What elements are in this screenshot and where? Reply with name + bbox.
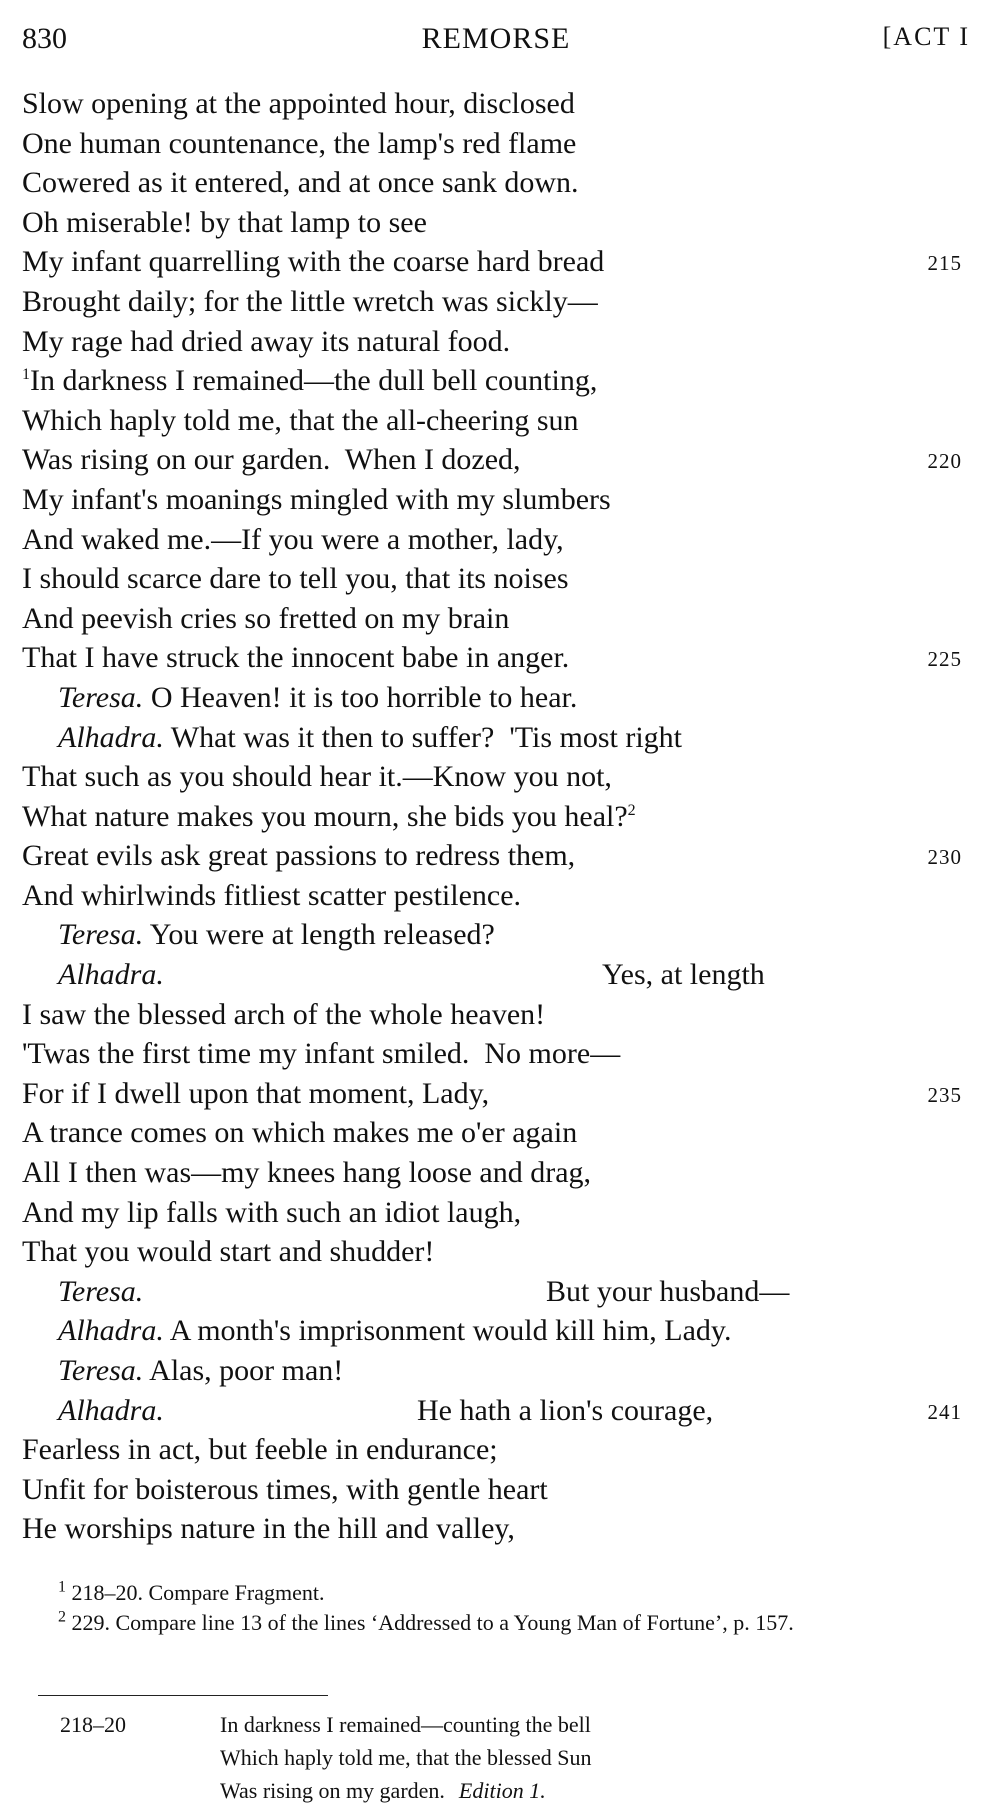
line-words: Slow opening at the appointed hour, disclosed bbox=[22, 87, 575, 120]
verse-line-text bbox=[22, 1272, 143, 1312]
verse-line bbox=[22, 1153, 972, 1193]
line-words: Which haply told me, that the all-cheering sun bbox=[22, 403, 579, 437]
running-header bbox=[22, 22, 970, 62]
verse-line-text bbox=[22, 638, 569, 678]
verse-line bbox=[22, 1311, 972, 1351]
line-number: 235 bbox=[927, 1082, 962, 1107]
verse-line bbox=[22, 1430, 972, 1470]
speaker-name: Alhadra. bbox=[58, 958, 164, 992]
line-words: A month's imprisonment would kill him, Lady. bbox=[163, 1314, 732, 1348]
line-words: I should scarce dare to tell you, that its noises bbox=[22, 562, 569, 596]
line-words: For if I dwell upon that moment, Lady, bbox=[22, 1076, 490, 1110]
footnote-divider bbox=[38, 1695, 328, 1696]
speaker-name: Alhadra. bbox=[58, 1314, 164, 1348]
verse-line bbox=[22, 757, 972, 797]
footnote-marker: 2 bbox=[627, 801, 636, 819]
verse-line bbox=[22, 1391, 972, 1431]
footnote bbox=[22, 1578, 980, 1608]
verse-line-text bbox=[22, 480, 611, 520]
verse-line bbox=[22, 1232, 972, 1272]
footnote-text: 218–20. Compare Fragment. bbox=[66, 1580, 325, 1605]
line-words: Was rising on our garden. When I dozed, bbox=[22, 443, 521, 477]
line-words: Unfit for boisterous times, with gentle heart bbox=[22, 1472, 548, 1506]
line-words: My infant's moanings mingled with my slumbers bbox=[22, 482, 611, 516]
verse-line bbox=[22, 163, 972, 203]
verse-line-text bbox=[22, 1351, 343, 1391]
running-title: REMORSE bbox=[421, 22, 571, 55]
verse-line bbox=[22, 995, 972, 1035]
line-words: And waked me.—If you were a mother, lady, bbox=[22, 522, 564, 556]
line-number: 225 bbox=[927, 647, 962, 672]
verse-line-text bbox=[22, 1193, 521, 1233]
footnote-marker: 1 bbox=[22, 366, 30, 384]
verse-line bbox=[22, 1193, 972, 1233]
verse-line bbox=[22, 361, 972, 401]
speaker-name: Teresa. bbox=[58, 1274, 144, 1308]
line-words: And my lip falls with such an idiot laugh, bbox=[22, 1195, 522, 1229]
split-line-continuation: He hath a lion's courage, bbox=[417, 1393, 714, 1427]
footnote-mark: 1 bbox=[58, 1578, 66, 1596]
verse-line-text bbox=[22, 1232, 434, 1272]
line-words: And whirlwinds fitliest scatter pestilence. bbox=[22, 878, 522, 912]
verse-line bbox=[22, 1272, 972, 1312]
speaker-name: Teresa. bbox=[58, 680, 144, 714]
line-words: And peevish cries so fretted on my brain bbox=[22, 601, 510, 635]
line-number: 215 bbox=[927, 251, 962, 276]
verse-line-text bbox=[22, 1113, 577, 1153]
verse-line-text bbox=[22, 718, 682, 758]
verse-line-text bbox=[22, 915, 495, 955]
line-words: That I have struck the innocent babe in anger. bbox=[22, 641, 570, 675]
verse-line bbox=[22, 836, 972, 876]
verse-line bbox=[22, 876, 972, 916]
verse-line bbox=[22, 1351, 972, 1391]
verse-line bbox=[22, 440, 972, 480]
speaker-name: Teresa. bbox=[58, 918, 144, 952]
line-number: 241 bbox=[927, 1399, 962, 1424]
line-words: My rage had dried away its natural food. bbox=[22, 324, 511, 358]
variant-lines bbox=[220, 1708, 592, 1807]
edition-note: Edition 1. bbox=[458, 1778, 546, 1803]
verse-line-text bbox=[22, 1430, 498, 1470]
verse-line-text bbox=[22, 1311, 731, 1351]
variant-line bbox=[220, 1708, 592, 1741]
verse-line bbox=[22, 520, 972, 560]
verse-line bbox=[22, 718, 972, 758]
verse-line-text bbox=[22, 520, 564, 560]
line-words: My infant quarrelling with the coarse hard bread bbox=[22, 245, 605, 279]
line-words: Brought daily; for the little wretch was sickly— bbox=[22, 284, 598, 318]
verse-line-text bbox=[22, 84, 575, 124]
verse-line bbox=[22, 1470, 972, 1510]
footnote-mark: 2 bbox=[58, 1608, 66, 1626]
line-words: I saw the blessed arch of the whole heaven! bbox=[22, 997, 546, 1031]
verse-line bbox=[22, 1113, 972, 1153]
verse-line bbox=[22, 242, 972, 282]
verse-line bbox=[22, 1074, 972, 1114]
verse-line bbox=[22, 955, 972, 995]
verse-line bbox=[22, 599, 972, 639]
line-words: 'Twas the first time my infant smiled. No more— bbox=[22, 1037, 621, 1071]
verse-line-text bbox=[22, 955, 164, 995]
line-words: O Heaven! it is too horrible to hear. bbox=[143, 680, 578, 714]
line-words: All I then was—my knees hang loose and drag, bbox=[22, 1156, 592, 1190]
verse-line-text bbox=[22, 322, 510, 362]
verse-line bbox=[22, 401, 972, 441]
line-words: Cowered as it entered, and at once sank down. bbox=[22, 166, 579, 200]
verse-line bbox=[22, 638, 972, 678]
line-words: Great evils ask great passions to redress them, bbox=[22, 839, 576, 873]
verse-line-text bbox=[22, 599, 509, 639]
line-words: A trance comes on which makes me o'er again bbox=[22, 1116, 578, 1150]
verse-line bbox=[22, 1509, 972, 1549]
page-number: 830 bbox=[22, 22, 67, 55]
line-words: You were at length released? bbox=[143, 918, 495, 952]
line-words: That such as you should hear it.—Know you not, bbox=[22, 760, 612, 794]
verse-line-text bbox=[22, 1509, 515, 1549]
verse-line-text bbox=[22, 242, 604, 282]
variant-line-text: Which haply told me, that the blessed Sun bbox=[220, 1745, 592, 1770]
verse-line bbox=[22, 322, 972, 362]
verse-line-text bbox=[22, 124, 576, 164]
verse-line-text bbox=[22, 1470, 548, 1510]
verse-line bbox=[22, 915, 972, 955]
speaker-name: Teresa. bbox=[58, 1354, 144, 1387]
variant-line-ref: 218–20 bbox=[60, 1712, 126, 1737]
verse-line-text bbox=[22, 876, 521, 916]
verse-line-text bbox=[22, 163, 578, 203]
line-words: What nature makes you mourn, she bids you heal? bbox=[22, 799, 628, 833]
verse-line-text bbox=[22, 678, 577, 718]
verse-line-text bbox=[22, 1034, 620, 1074]
verse-line bbox=[22, 1034, 972, 1074]
verse-line-text bbox=[22, 836, 575, 876]
line-words: That you would start and shudder! bbox=[22, 1235, 435, 1269]
verse-line-text bbox=[22, 401, 579, 441]
line-words: What was it then to suffer? 'Tis most right bbox=[163, 720, 683, 754]
verse-line-text bbox=[22, 1391, 164, 1431]
verse-line-text bbox=[22, 361, 597, 401]
verse-line bbox=[22, 84, 972, 124]
verse-line bbox=[22, 678, 972, 718]
line-words: One human countenance, the lamp's red flame bbox=[22, 126, 577, 160]
split-line-continuation: But your husband— bbox=[546, 1274, 790, 1308]
speaker-name: Alhadra. bbox=[58, 720, 164, 754]
line-words: Oh miserable! by that lamp to see bbox=[22, 205, 427, 239]
footnote bbox=[22, 1608, 980, 1638]
speaker-name: Alhadra. bbox=[58, 1393, 164, 1427]
verse-line-text bbox=[22, 995, 545, 1035]
variant-line bbox=[220, 1774, 592, 1807]
variant-line bbox=[220, 1741, 592, 1774]
verse-line bbox=[22, 559, 972, 599]
verse-line bbox=[22, 480, 972, 520]
verse-line-text bbox=[22, 282, 598, 322]
line-words: Fearless in act, but feeble in endurance; bbox=[22, 1433, 498, 1467]
act-marker: [ACT I bbox=[882, 22, 970, 51]
verse-line-text bbox=[22, 1074, 489, 1114]
verse-line-text bbox=[22, 559, 569, 599]
verse-line-text bbox=[22, 1153, 591, 1193]
verse-line-text bbox=[22, 440, 521, 480]
variant-line-text: In darkness I remained—counting the bell bbox=[220, 1712, 591, 1737]
split-line-continuation: Yes, at length bbox=[602, 958, 765, 992]
line-number: 230 bbox=[927, 845, 962, 870]
verse-line bbox=[22, 797, 972, 837]
footnote-text: 229. Compare line 13 of the lines ‘Addressed to a Young Man of Fortune’, p. 157. bbox=[66, 1610, 794, 1635]
line-words: Alas, poor man! bbox=[143, 1354, 344, 1387]
variant-line-text: Was rising on my garden. bbox=[220, 1778, 445, 1803]
footnotes bbox=[22, 1578, 980, 1638]
verse-line bbox=[22, 282, 972, 322]
verse-text bbox=[22, 84, 972, 1549]
line-words: He worships nature in the hill and valley, bbox=[22, 1512, 515, 1546]
verse-line-text bbox=[22, 757, 612, 797]
verse-line-text bbox=[22, 203, 427, 243]
line-number: 220 bbox=[927, 449, 962, 474]
line-words: In darkness I remained—the dull bell counting, bbox=[30, 364, 598, 398]
verse-line bbox=[22, 203, 972, 243]
verse-line bbox=[22, 124, 972, 164]
verse-line-text bbox=[22, 797, 636, 837]
